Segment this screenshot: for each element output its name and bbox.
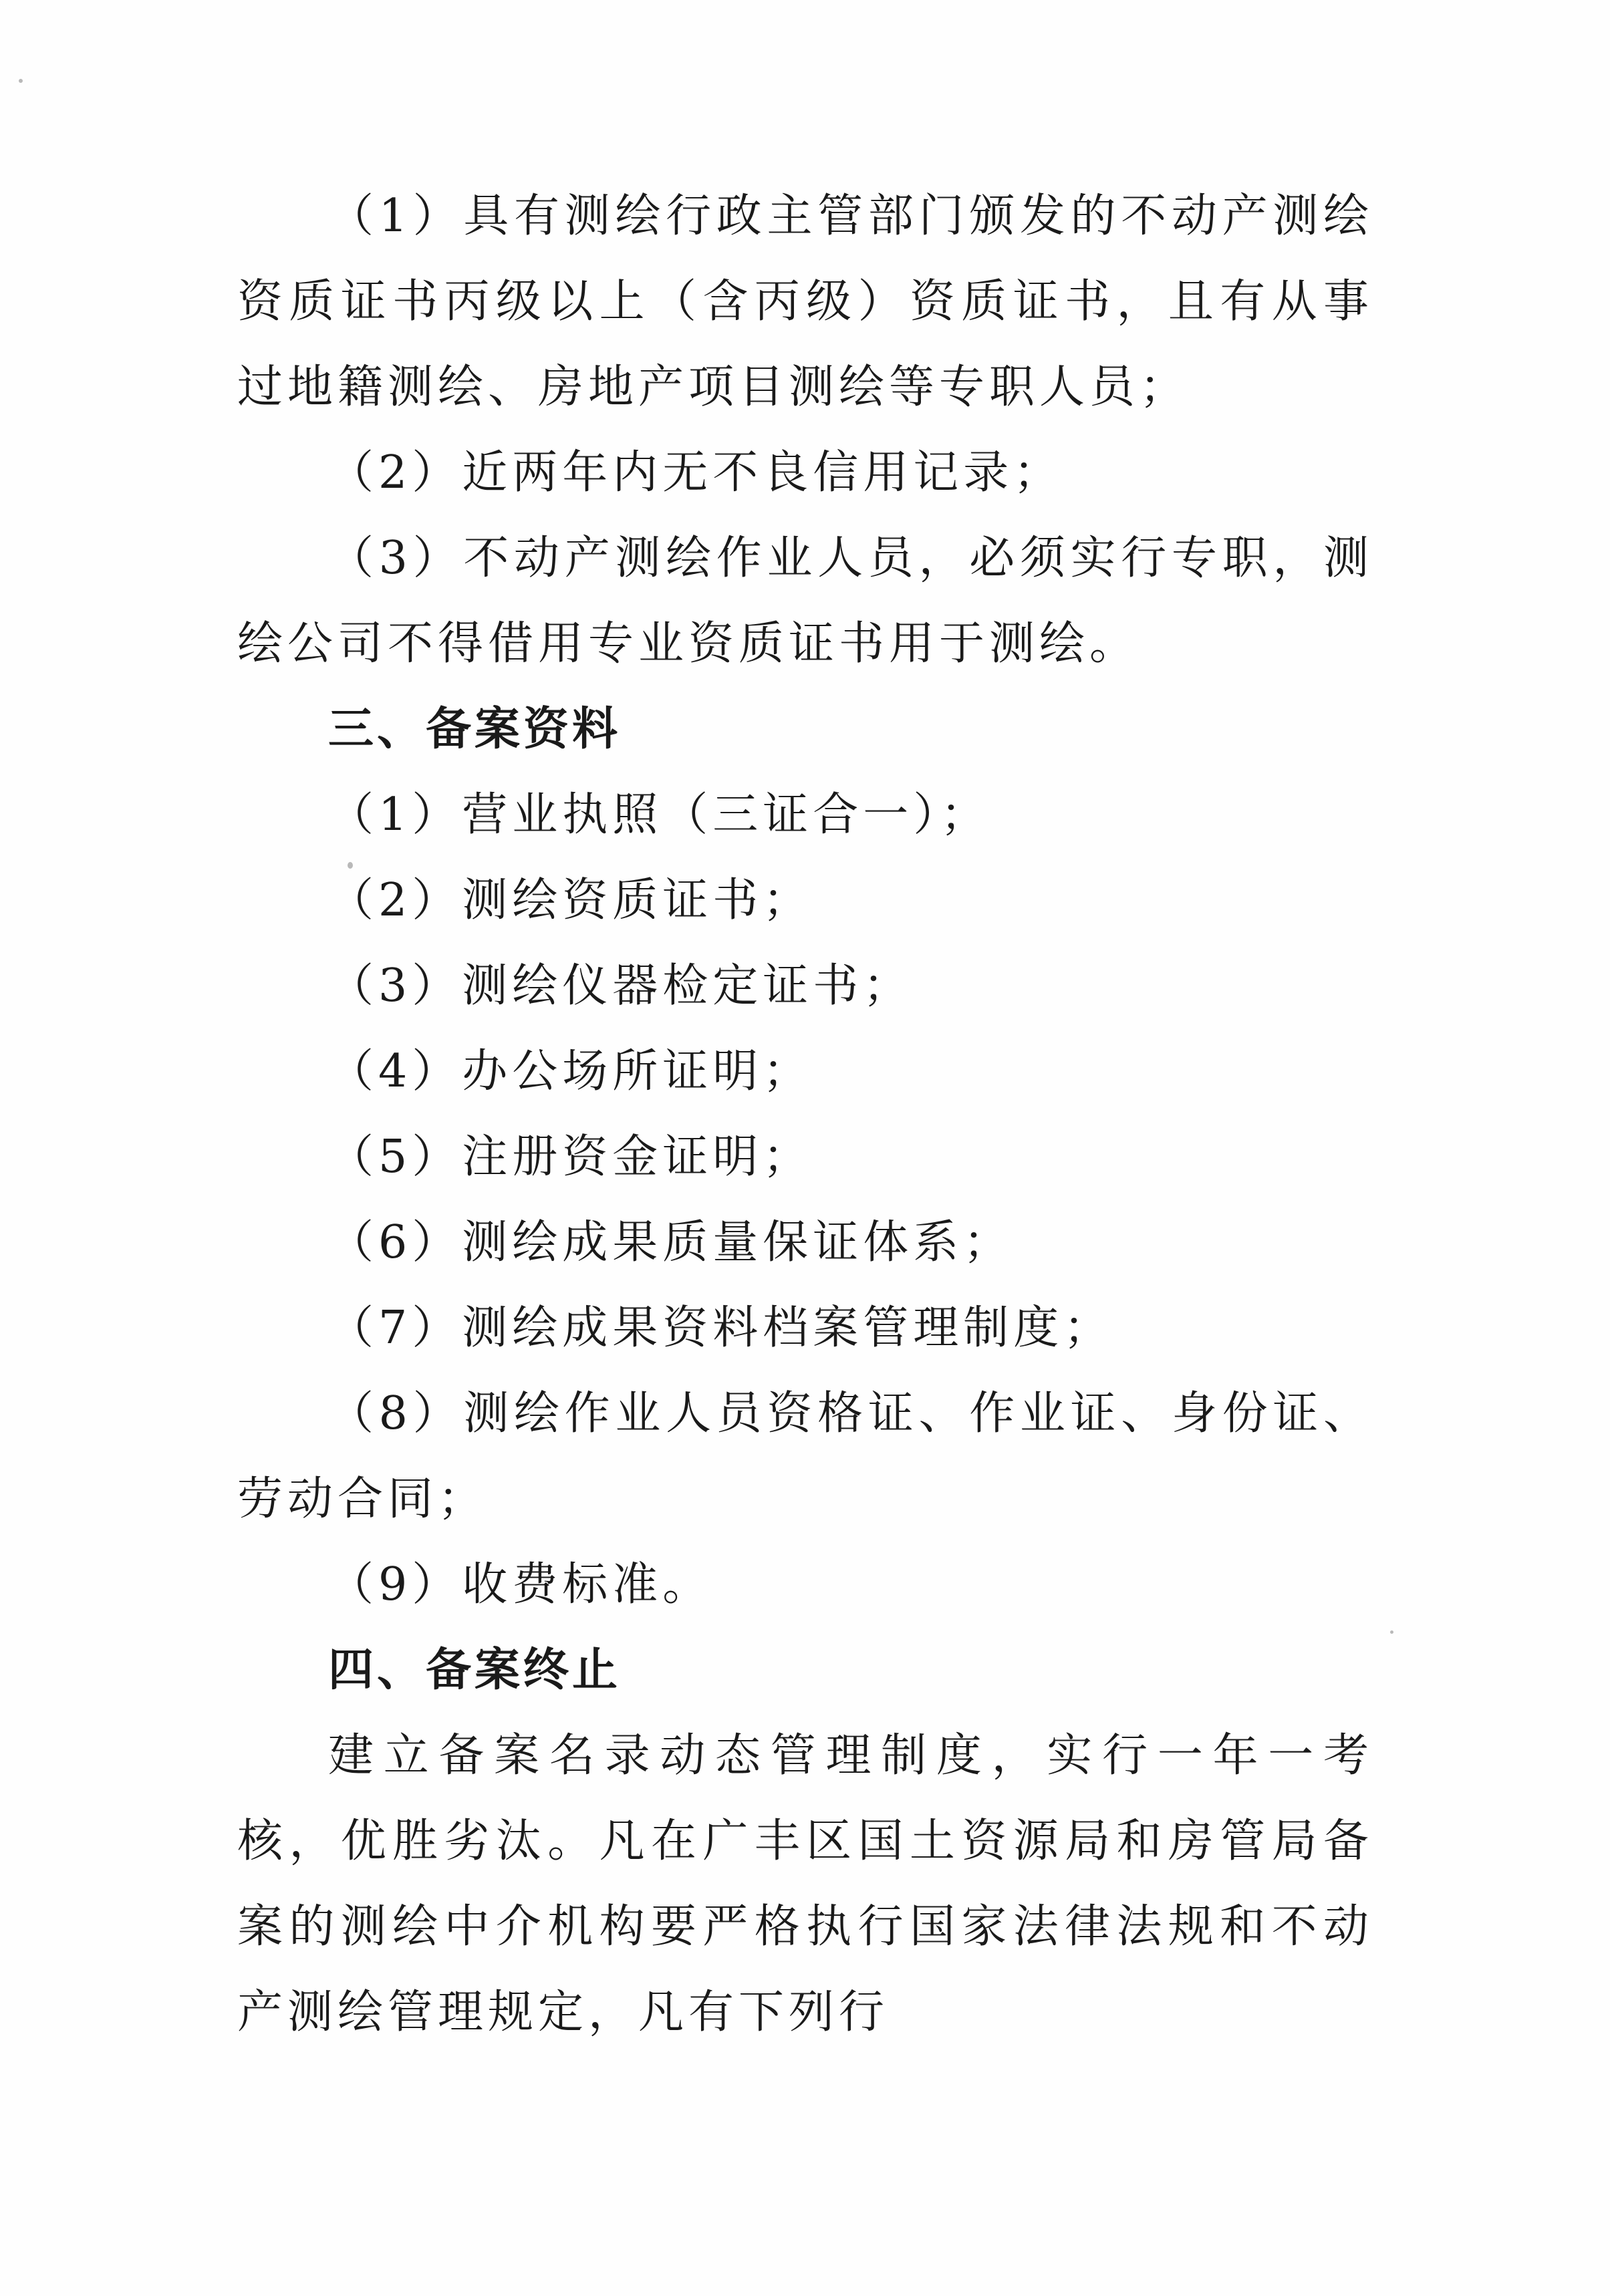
material-item-3: （3）测绘仪器检定证书； (328, 960, 914, 1012)
scan-speck (19, 79, 23, 83)
requirement-item-3: （3）不动产测绘作业人员，必须实行专职，测绘公司不得借用专业资质证书用于测绘。 (237, 532, 1373, 670)
document-body (237, 174, 1373, 2055)
material-item-8: （8）测绘作业人员资格证、作业证、身份证、劳动合同； (237, 1387, 1373, 1526)
material-item-7: （7）测绘成果资料档案管理制度； (328, 1302, 1114, 1354)
section-heading-filing-termination: 四、备案终止 (328, 1644, 622, 1697)
material-item-6: （6）测绘成果质量保证体系； (328, 1216, 1014, 1269)
material-item-9: （9）收费标准。 (328, 1558, 713, 1611)
material-item-1: （1）营业执照（三证合一）； (328, 788, 991, 841)
requirement-item-1: （1）具有测绘行政主管部门颁发的不动产测绘资质证书丙级以上（含丙级）资质证书，且有从事过地籍测绘、房地产项目测绘等专职人员； (237, 190, 1373, 414)
section-heading-filing-materials: 三、备案资料 (328, 703, 622, 756)
material-item-4: （4）办公场所证明； (328, 1045, 813, 1098)
termination-paragraph: 建立备案名录动态管理制度，实行一年一考核，优胜劣汰。凡在广丰区国土资源局和房管局备案的测绘中介机构要严格执行国家法律法规和不动产测绘管理规定，凡有下列行 (237, 1729, 1373, 2039)
requirement-item-2: （2）近两年内无不良信用记录； (328, 446, 1064, 499)
material-item-5: （5）注册资金证明； (328, 1131, 813, 1183)
material-item-2: （2）测绘资质证书； (328, 874, 813, 927)
scan-speck (1390, 1630, 1393, 1634)
